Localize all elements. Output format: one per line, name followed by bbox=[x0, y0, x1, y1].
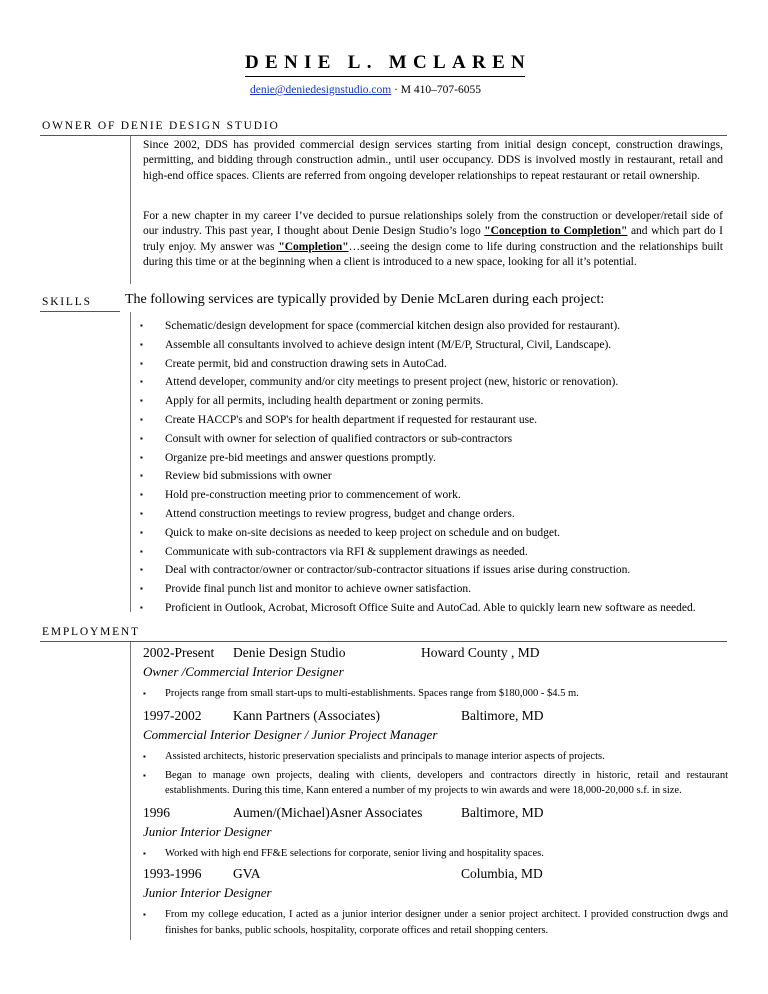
bullet-icon: ▪ bbox=[140, 490, 143, 500]
job-bullet-text: Projects range from small start-ups to multi-establishments. Spaces range from $180,000 - $4.5 m. bbox=[165, 688, 579, 699]
bullet-icon: ▪ bbox=[143, 752, 146, 761]
job-entry bbox=[143, 805, 728, 865]
job-years: 1996 bbox=[143, 805, 170, 820]
owner-divider bbox=[40, 135, 727, 136]
job-years: 2002-Present bbox=[143, 645, 215, 660]
job-bullet-text: Assisted architects, historic preservation specialists and principals to manage interior aspects of projects. bbox=[165, 751, 605, 762]
job-bullet-item bbox=[143, 749, 728, 765]
skill-text: Schematic/design development for space (commercial kitchen design also provided for restaurant). bbox=[165, 320, 621, 332]
job-bullet-text: From my college education, I acted as a junior interior designer under a senior project architect. I provided construction dwgs and finishes for banks, public schools, hospitality, corporate offices and retail shopping centers. bbox=[165, 909, 728, 936]
skills-list bbox=[140, 317, 730, 618]
skills-intro: The following services are typically provided by Denie McLaren during each project: bbox=[125, 292, 605, 307]
owner-vertical-rule bbox=[130, 136, 131, 284]
skill-text: Create permit, bid and construction drawing sets in AutoCad. bbox=[165, 357, 447, 370]
skill-text: Quick to make on-site decisions as needed to keep project on schedule and on budget. bbox=[165, 526, 561, 539]
skill-item bbox=[140, 317, 730, 336]
employment-section-heading: EMPLOYMENT bbox=[42, 626, 140, 638]
job-title: Junior Interior Designer bbox=[143, 824, 272, 839]
job-location: Baltimore, MD bbox=[461, 708, 544, 723]
job-entry bbox=[143, 708, 728, 802]
job-location: Columbia, MD bbox=[461, 866, 543, 881]
skill-text: Organize pre-bid meetings and answer questions promptly. bbox=[165, 451, 436, 464]
job-bullet-item bbox=[143, 768, 728, 799]
job-bullet-item bbox=[143, 686, 728, 702]
job-location: Baltimore, MD bbox=[461, 805, 544, 820]
job-company: GVA bbox=[233, 866, 261, 881]
skill-item bbox=[140, 355, 730, 374]
skill-item bbox=[140, 524, 730, 543]
skills-vertical-rule bbox=[130, 312, 131, 612]
owner-paragraph-2: For a new chapter in my career I’ve decided to pursue relationships solely from the construction or developer/retail side of our industry. This past year, I thought about Denie Design Studio’s logo "Conception to Completion" and which part do I truly enjoy. My answer was "Completion"…seeing the design come to life during construction and the relationships built during this time or at the beginning when a client is introduced to a new space, looking for all it’s potential. bbox=[143, 210, 724, 269]
phone-number: · M 410–707-6055 bbox=[394, 84, 481, 96]
logo-phrase: "Conception to Completion" bbox=[484, 225, 628, 238]
bullet-icon: ▪ bbox=[140, 396, 143, 406]
job-title: Junior Interior Designer bbox=[143, 885, 272, 900]
job-bullet-text: Worked with high end FF&E selections for corporate, senior living and hospitality spaces. bbox=[165, 848, 544, 859]
candidate-name: DENIE L. MCLAREN bbox=[245, 52, 525, 77]
job-header bbox=[143, 866, 728, 885]
skill-text: Review bid submissions with owner bbox=[165, 470, 332, 483]
bullet-icon: ▪ bbox=[143, 770, 146, 780]
bullet-icon: ▪ bbox=[140, 508, 143, 518]
job-bullet-item bbox=[143, 846, 728, 862]
job-title: Commercial Interior Designer / Junior Project Manager bbox=[143, 727, 438, 742]
job-title: Owner /Commercial Interior Designer bbox=[143, 664, 344, 679]
owner-paragraph-1: Since 2002, DDS has provided commercial design services starting from initial design concept, construction drawings, permitting, and bidding through construction admin., until user occupancy. DDS is involved mostly in restaurant, retail and high-end office spaces. Clients are referred from ongoing developer relationships to repeat restaurant or retail ownership. bbox=[143, 139, 723, 182]
skill-text: Assemble all consultants involved to achieve design intent (M/E/P, Structural, Civil, Landscape). bbox=[165, 338, 612, 351]
bullet-icon: ▪ bbox=[140, 527, 143, 537]
skills-section-heading: SKILLS bbox=[42, 296, 92, 308]
bullet-icon: ▪ bbox=[140, 358, 143, 368]
job-header bbox=[143, 805, 728, 824]
skill-text: Consult with owner for selection of qualified contractors or sub-contractors bbox=[165, 432, 513, 445]
skill-text: Attend developer, community and/or city meetings to present project (new, historic or renovation). bbox=[165, 376, 619, 389]
skills-divider bbox=[40, 311, 120, 312]
bullet-icon: ▪ bbox=[143, 689, 146, 698]
skill-item bbox=[140, 392, 730, 411]
skill-item bbox=[140, 411, 730, 430]
job-bullet-text: Began to manage own projects, dealing with clients, developers and contractors directly in historic, retail and restaurant establishments. During this time, Kann entered a number of my projects to win awards and were 18,000-20,000 s.f. in size. bbox=[165, 769, 728, 796]
answer-phrase: "Completion" bbox=[278, 240, 349, 253]
job-bullets bbox=[143, 749, 728, 799]
bullet-icon: ▪ bbox=[143, 849, 146, 858]
employment-vertical-rule bbox=[130, 642, 131, 940]
employment-divider bbox=[40, 641, 727, 642]
skill-item bbox=[140, 467, 730, 486]
bullet-icon: ▪ bbox=[143, 910, 146, 919]
skill-text: Provide final punch list and monitor to achieve owner satisfaction. bbox=[165, 583, 471, 596]
skill-text: Attend construction meetings to review progress, budget and change orders. bbox=[165, 507, 515, 520]
job-company: Kann Partners (Associates) bbox=[233, 708, 380, 723]
skill-item bbox=[140, 373, 730, 392]
bullet-icon: ▪ bbox=[140, 414, 143, 424]
bullet-icon: ▪ bbox=[140, 377, 143, 387]
job-entry bbox=[143, 866, 728, 941]
bullet-icon: ▪ bbox=[140, 321, 143, 330]
job-entry bbox=[143, 645, 728, 705]
bullet-icon: ▪ bbox=[140, 471, 143, 481]
owner-section-heading: OWNER OF DENIE DESIGN STUDIO bbox=[42, 120, 280, 132]
bullet-icon: ▪ bbox=[140, 546, 143, 556]
skill-text: Apply for all permits, including health department or zoning permits. bbox=[165, 395, 484, 408]
skill-text: Communicate with sub-contractors via RFI & supplement drawings as needed. bbox=[165, 545, 528, 558]
job-bullet-item bbox=[143, 907, 728, 938]
job-location: Howard County , MD bbox=[421, 645, 540, 660]
bullet-icon: ▪ bbox=[140, 565, 143, 575]
skill-text: Deal with contractor/owner or contractor/sub-contractor situations if issues arise during construction. bbox=[165, 564, 631, 577]
bullet-icon: ▪ bbox=[140, 339, 143, 349]
job-company: Aumen/(Michael)Asner Associates bbox=[233, 805, 423, 820]
job-years: 1993-1996 bbox=[143, 866, 202, 881]
job-bullets bbox=[143, 846, 728, 862]
skill-item bbox=[140, 505, 730, 524]
skill-item bbox=[140, 543, 730, 562]
job-years: 1997-2002 bbox=[143, 708, 202, 723]
skill-item bbox=[140, 336, 730, 355]
skill-item bbox=[140, 486, 730, 505]
skill-item bbox=[140, 430, 730, 449]
email-link[interactable]: denie@deniedesignstudio.com bbox=[250, 84, 392, 96]
skill-text: Hold pre-construction meeting prior to commencement of work. bbox=[165, 489, 461, 502]
job-header bbox=[143, 708, 728, 727]
bullet-icon: ▪ bbox=[140, 452, 143, 462]
skill-text: Create HACCP's and SOP's for health department if requested for restaurant use. bbox=[165, 413, 538, 426]
bullet-icon: ▪ bbox=[140, 602, 143, 612]
job-header bbox=[143, 645, 728, 664]
skill-item bbox=[140, 580, 730, 599]
skill-item bbox=[140, 561, 730, 580]
skill-item bbox=[140, 599, 730, 618]
job-bullets bbox=[143, 907, 728, 938]
skill-text: Proficient in Outlook, Acrobat, Microsoft Office Suite and AutoCad. Able to quickly learn new software as needed. bbox=[165, 601, 696, 614]
skill-item bbox=[140, 449, 730, 468]
bullet-icon: ▪ bbox=[140, 433, 143, 443]
job-bullets bbox=[143, 686, 728, 702]
job-company: Denie Design Studio bbox=[233, 645, 346, 660]
contact-line bbox=[250, 84, 481, 96]
bullet-icon: ▪ bbox=[140, 584, 143, 594]
